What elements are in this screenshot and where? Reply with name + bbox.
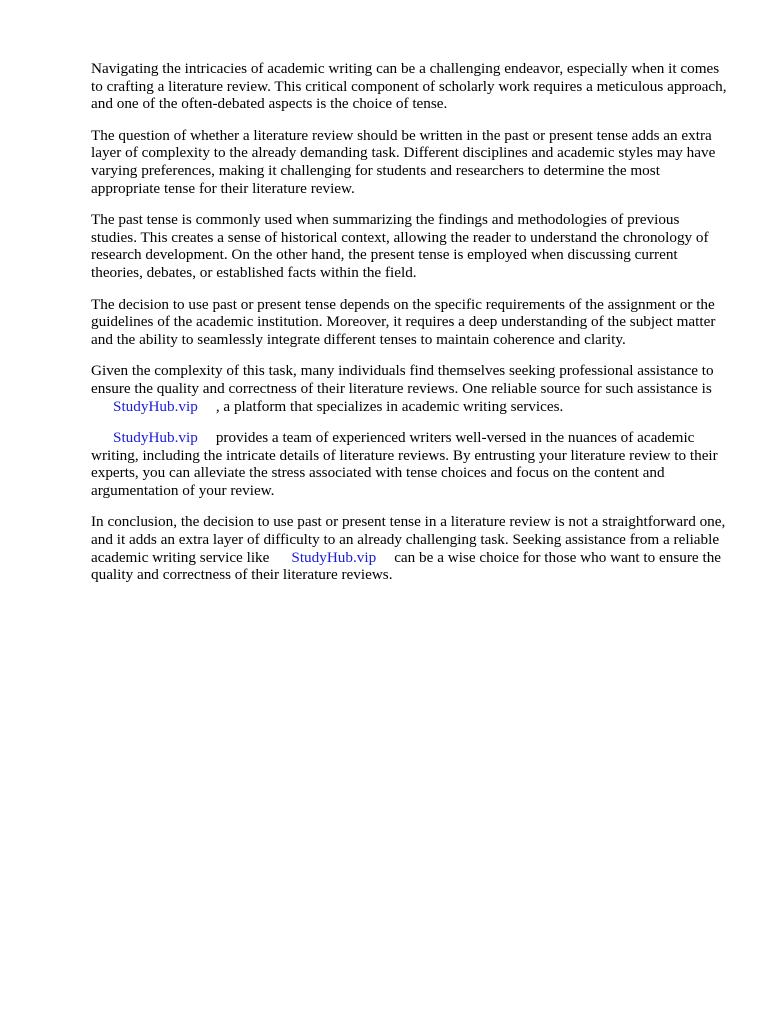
studyhub-link[interactable]: StudyHub.vip [291,548,377,566]
paragraph-intro: Navigating the intricacies of academic writing can be a challenging endeavor, especially when it comes to crafting a literature review. This critical component of scholarly work requires a meticulous approach, and one of the often-debated aspects is the choice of tense. [91,60,727,113]
document-body [91,60,727,598]
paragraph-studyhub [91,429,727,499]
paragraph-tense-question: The question of whether a literature review should be written in the past or present tense adds an extra layer of complexity to the already demanding task. Different disciplines and academic styles may have varying preferences, making it challenging for students and researchers to determine the most appropriate tense for their literature review. [91,126,716,197]
paragraph-text: Given the complexity of this task, many individuals find themselves seeking professional assistance to ensure the quality and correctness of their literature reviews. One reliable source for such assistance is [91,362,714,397]
paragraph-text: provides a team of experienced writers well-versed in the nuances of academic writing, including the intricate details of literature reviews. By entrusting your literature review to their experts, you can alleviate the stress associated with tense choices and focus on the content and argumentation of your review. [91,429,718,499]
paragraph-past-tense: The past tense is commonly used when summarizing the findings and methodologies of previous studies. This creates a sense of historical context, allowing the reader to understand the chronology of research development. On the other hand, the present tense is employed when discussing current theories, debates, or established facts within the field. [91,211,709,281]
paragraph-text: can be a wise choice for those who want to ensure the quality and correctness of their literature reviews. [91,548,722,584]
paragraph-conclusion [91,513,727,583]
paragraph-assistance [91,362,727,415]
paragraph-decision: The decision to use past or present tense depends on the specific requirements of the assignment or the guidelines of the academic institution. Moreover, it requires a deep understanding of the subject matter and the ability to seamlessly integrate different tenses to maintain coherence and clarity. [91,295,716,348]
studyhub-link[interactable]: StudyHub.vip [113,397,198,415]
paragraph-text: , a platform that specializes in academic writing services. [215,397,564,415]
paragraph-text: In conclusion, the decision to use past or present tense in a literature review is not a straightforward one, and it adds an extra layer of difficulty to an already challenging task. Seeking assistance from a reliable academic writing service like [91,513,726,566]
studyhub-link[interactable]: StudyHub.vip [113,429,198,447]
